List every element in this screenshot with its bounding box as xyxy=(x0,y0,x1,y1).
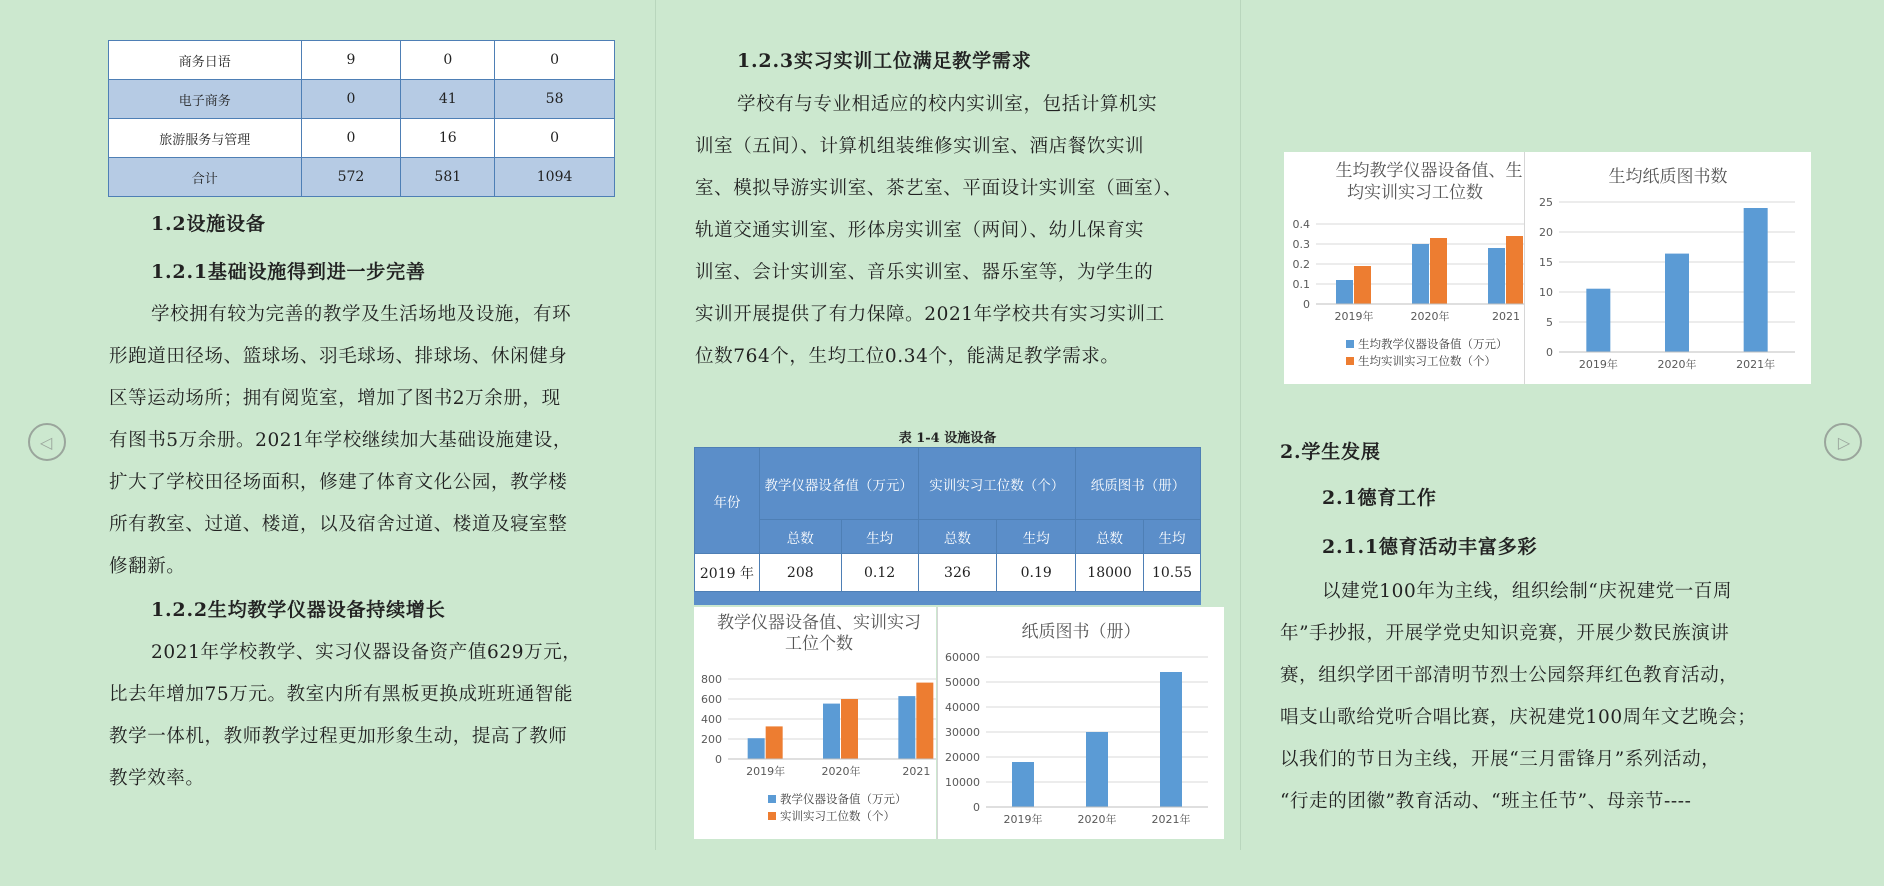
table-cell: 1094 xyxy=(495,158,615,197)
table-header: 纸质图书（册） xyxy=(1076,448,1201,520)
table-cell: 商务日语 xyxy=(109,41,302,80)
subsection-heading: 2.1.1德育活动丰富多彩 xyxy=(1322,536,1538,558)
y-tick-label: 0.2 xyxy=(1292,258,1310,271)
table-row xyxy=(109,80,615,119)
table-subheader: 总数 xyxy=(759,520,841,554)
paragraph xyxy=(109,294,619,588)
table-cell xyxy=(695,592,760,605)
x-tick-label: 2021 xyxy=(1492,310,1520,323)
bar xyxy=(1086,732,1108,807)
legend-label: 教学仪器设备值（万元） xyxy=(780,792,907,806)
paragraph-line: 扩大了学校田径场面积，修建了体育文化公园，教学楼 xyxy=(109,472,568,493)
table-subheader: 生均 xyxy=(841,520,918,554)
table-cell xyxy=(1076,592,1144,605)
x-tick-label: 2021 xyxy=(902,765,931,778)
y-tick-label: 20000 xyxy=(945,751,980,764)
y-tick-label: 800 xyxy=(701,673,722,686)
y-tick-label: 600 xyxy=(701,693,722,706)
table-cell: 10.55 xyxy=(1144,554,1201,592)
table-cell: 0 xyxy=(301,119,401,158)
paragraph-line: 区等运动场所；拥有阅览室，增加了图书2万余册，现 xyxy=(109,388,561,409)
table-row xyxy=(695,554,1201,592)
table-cell: 2019 年 xyxy=(695,554,760,592)
y-tick-label: 0 xyxy=(1546,346,1553,359)
table-cell: 合计 xyxy=(109,158,302,197)
paragraph-line: 位数764个，生均工位0.34个，能满足教学需求。 xyxy=(695,346,1120,367)
column-2-text xyxy=(695,38,1205,378)
table-row xyxy=(695,592,1201,605)
table-row xyxy=(109,158,615,197)
table-header: 年份 xyxy=(695,448,760,554)
x-tick-label: 2020年 xyxy=(1410,310,1450,323)
paragraph-line: 形跑道田径场、篮球场、羽毛球场、排球场、休闲健身 xyxy=(109,346,568,367)
y-tick-label: 20 xyxy=(1539,226,1553,239)
table-cell: 58 xyxy=(495,80,615,119)
subsection-heading: 1.2.3实习实训工位满足教学需求 xyxy=(737,50,1032,72)
legend-swatch xyxy=(768,812,776,820)
table-cell: 0 xyxy=(495,41,615,80)
y-tick-label: 10 xyxy=(1539,286,1553,299)
table-cell: 9 xyxy=(301,41,401,80)
chart-paper-books xyxy=(937,607,1224,839)
y-tick-label: 400 xyxy=(701,713,722,726)
table-cell: 0 xyxy=(301,80,401,119)
paragraph-line: 赛，组织学团干部清明节烈士公园祭拜红色教育活动， xyxy=(1280,665,1739,686)
legend-swatch xyxy=(1346,357,1354,365)
paragraph-line: 以我们的节日为主线，开展“三月雷锋月”系列活动， xyxy=(1280,749,1721,770)
paragraph xyxy=(109,632,619,800)
table-cell: 16 xyxy=(401,119,495,158)
legend-swatch xyxy=(1346,340,1354,348)
paragraph-line: 年”手抄报，开展学党史知识竞赛，开展少数民族演讲 xyxy=(1280,623,1730,644)
legend-label: 生均实训实习工位数（个） xyxy=(1358,354,1496,368)
paragraph-line: 训室、会计实训室、音乐实训室、器乐室等，为学生的 xyxy=(695,262,1154,283)
y-tick-label: 0.1 xyxy=(1292,278,1310,291)
y-tick-label: 50000 xyxy=(945,676,980,689)
legend-swatch xyxy=(768,795,776,803)
y-tick-label: 0.4 xyxy=(1292,218,1310,231)
table-cell: 0 xyxy=(495,119,615,158)
bar xyxy=(1160,672,1182,807)
bar xyxy=(766,726,783,759)
x-tick-label: 2020年 xyxy=(1077,813,1117,826)
table-subheader: 生均 xyxy=(997,520,1076,554)
section-heading: 1.2设施设备 xyxy=(151,213,266,235)
enrollment-table xyxy=(108,40,615,197)
prev-page-button[interactable] xyxy=(28,423,66,461)
y-tick-label: 200 xyxy=(701,733,722,746)
table-cell xyxy=(918,592,997,605)
chart-title-line: 生均教学仪器设备值、生 xyxy=(1335,161,1523,181)
table-cell xyxy=(841,592,918,605)
table-cell: 旅游服务与管理 xyxy=(109,119,302,158)
y-tick-label: 25 xyxy=(1539,196,1553,209)
paragraph-line: 以建党100年为主线，组织绘制“庆祝建党一百周 xyxy=(1322,581,1733,602)
y-tick-label: 60000 xyxy=(945,651,980,664)
table-subheader: 总数 xyxy=(918,520,997,554)
bar xyxy=(898,696,915,759)
bar xyxy=(1336,280,1353,304)
chart-title: 教学仪器设备值、实训实习工位个数 xyxy=(717,613,921,654)
bar xyxy=(748,738,765,759)
x-tick-label: 2019年 xyxy=(1578,358,1618,371)
x-tick-label: 2019年 xyxy=(1334,310,1374,323)
next-page-button[interactable] xyxy=(1824,423,1862,461)
table-cell: 208 xyxy=(759,554,841,592)
legend-label: 生均教学仪器设备值（万元） xyxy=(1358,337,1508,351)
bar xyxy=(1412,244,1429,304)
table-cell: 41 xyxy=(401,80,495,119)
chart-title: 纸质图书（册） xyxy=(1021,622,1141,642)
y-tick-label: 10000 xyxy=(945,776,980,789)
table-cell xyxy=(759,592,841,605)
column-3-text xyxy=(1280,431,1800,823)
paragraph-line: 室、模拟导游实训室、茶艺室、平面设计实训室（画室）、 xyxy=(695,178,1183,199)
y-tick-label: 0 xyxy=(973,801,980,814)
table-row xyxy=(109,41,615,80)
y-tick-label: 0 xyxy=(715,753,722,766)
bar xyxy=(1506,236,1523,304)
legend-label: 实训实习工位数（个） xyxy=(780,809,895,823)
subsection-heading: 2.1德育工作 xyxy=(1322,487,1437,509)
chart-equipment-workstations xyxy=(694,607,936,839)
page-divider xyxy=(1240,0,1241,850)
x-tick-label: 2020年 xyxy=(821,765,861,778)
bar xyxy=(916,683,933,759)
table-cell: 572 xyxy=(301,158,401,197)
subsection-heading: 1.2.2生均教学仪器设备持续增长 xyxy=(151,599,446,621)
paragraph-line: 教学一体机，教师教学过程更加形象生动，提高了教师 xyxy=(109,726,568,747)
table-row xyxy=(109,119,615,158)
table-cell: 电子商务 xyxy=(109,80,302,119)
x-tick-label: 2019年 xyxy=(746,765,786,778)
table-subheader: 生均 xyxy=(1144,520,1201,554)
chart-title-line: 均实训实习工位数 xyxy=(1347,183,1483,203)
subsection-heading: 1.2.1基础设施得到进一步完善 xyxy=(151,261,426,283)
paragraph-line: 轨道交通实训室、形体房实训室（两间）、幼儿保育实 xyxy=(695,220,1145,241)
bar xyxy=(1488,248,1505,304)
chart-per-student-books xyxy=(1524,152,1811,384)
bar xyxy=(823,704,840,759)
chart-per-student-equipment xyxy=(1284,152,1524,384)
table-cell: 0.12 xyxy=(841,554,918,592)
bar xyxy=(1354,266,1371,304)
y-tick-label: 5 xyxy=(1546,316,1553,329)
x-tick-label: 2020年 xyxy=(1657,358,1697,371)
paragraph-line: 所有教室、过道、楼道，以及宿舍过道、楼道及寝室整 xyxy=(109,514,568,535)
table-subheader: 总数 xyxy=(1076,520,1144,554)
table-caption: 表 1-4 设施设备 xyxy=(898,431,997,446)
y-tick-label: 40000 xyxy=(945,701,980,714)
y-tick-label: 0 xyxy=(1303,298,1310,311)
paragraph-line: 比去年增加75万元。教室内所有黑板更换成班班通智能 xyxy=(109,684,574,705)
chevron-right-icon: ▷ xyxy=(1837,432,1851,452)
y-tick-label: 0.3 xyxy=(1292,238,1310,251)
paragraph xyxy=(1280,571,1800,823)
table-header: 教学仪器设备值（万元） xyxy=(759,448,918,520)
bar xyxy=(1012,762,1034,807)
x-tick-label: 2019年 xyxy=(1003,813,1043,826)
paragraph xyxy=(695,84,1205,378)
paragraph-line: 学校拥有较为完善的教学及生活场地及设施，有环 xyxy=(151,304,572,325)
paragraph-line: 学校有与专业相适应的校内实训室，包括计算机实 xyxy=(737,94,1158,115)
table-cell: 326 xyxy=(918,554,997,592)
bar xyxy=(1665,254,1689,352)
bar xyxy=(1430,238,1447,304)
y-tick-label: 15 xyxy=(1539,256,1553,269)
section-heading: 2.学生发展 xyxy=(1280,441,1381,463)
table-cell: 0.19 xyxy=(997,554,1076,592)
table-cell: 581 xyxy=(401,158,495,197)
paragraph-line: 训室（五间）、计算机组装维修实训室、酒店餐饮实训 xyxy=(695,136,1145,157)
column-1-text xyxy=(109,204,619,800)
bar xyxy=(841,699,858,759)
paragraph-line: 教学效率。 xyxy=(109,768,205,789)
table-cell xyxy=(1144,592,1201,605)
table-cell: 0 xyxy=(401,41,495,80)
x-tick-label: 2021年 xyxy=(1736,358,1776,371)
y-tick-label: 30000 xyxy=(945,726,980,739)
bar xyxy=(1744,208,1768,352)
bar xyxy=(1586,289,1610,352)
facilities-table xyxy=(694,447,1201,605)
paragraph-line: 2021年学校教学、实习仪器设备资产值629万元， xyxy=(151,642,582,663)
x-tick-label: 2021年 xyxy=(1151,813,1191,826)
paragraph-line: 唱支山歌给党听合唱比赛，庆祝建党100周年文艺晚会； xyxy=(1280,707,1757,728)
chart-title: 生均纸质图书数 xyxy=(1608,167,1728,187)
page-divider xyxy=(655,0,656,850)
table-cell: 18000 xyxy=(1076,554,1144,592)
table-header: 实训实习工位数（个） xyxy=(918,448,1076,520)
chevron-left-icon: ◁ xyxy=(39,432,53,452)
paragraph-line: “行走的团徽”教育活动、“班主任节”、母亲节---- xyxy=(1280,791,1692,812)
paragraph-line: 实训开展提供了有力保障。2021年学校共有实习实训工 xyxy=(695,304,1165,325)
paragraph-line: 有图书5万余册。2021年学校继续加大基础设施建设， xyxy=(109,430,572,451)
paragraph-line: 修翻新。 xyxy=(109,556,186,577)
table-cell xyxy=(997,592,1076,605)
